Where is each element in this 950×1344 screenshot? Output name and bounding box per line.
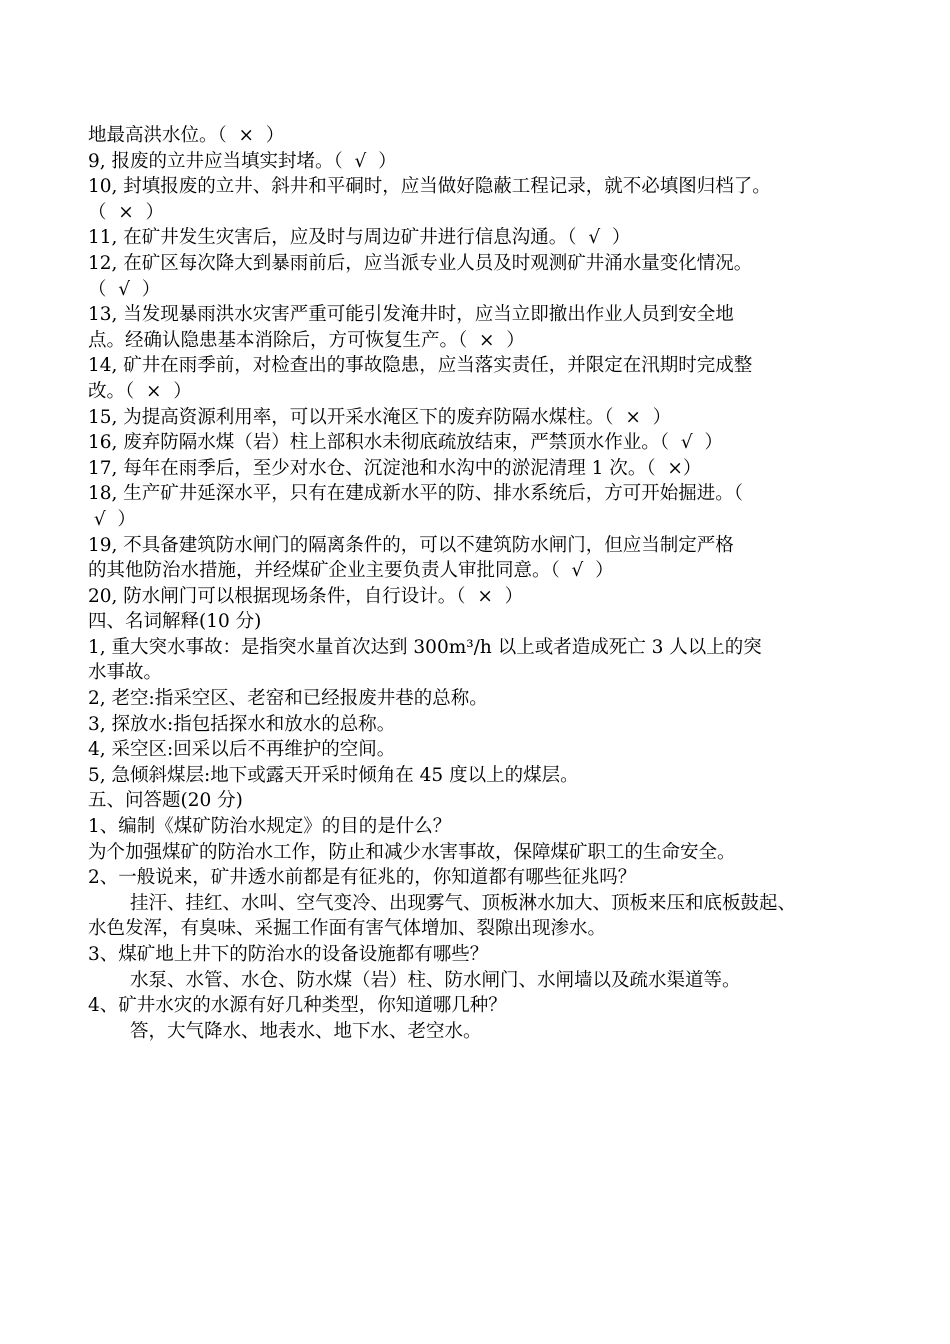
text-line: 12, 在矿区每次降大到暴雨前后，应当派专业人员及时观测矿井涌水量变化情况。 xyxy=(88,252,753,274)
text-line: 11, 在矿井发生灾害后，应及时与周边矿井进行信息沟通。（ √ ） xyxy=(88,227,631,249)
question-line: 1、编制《煤矿防治水规定》的目的是什么？ xyxy=(88,816,452,838)
text-line: 5, 急倾斜煤层:地下或露天开采时倾角在 45 度以上的煤层。 xyxy=(88,764,579,786)
text-line: 点。经确认隐患基本消除后，方可恢复生产。（ × ） xyxy=(88,329,525,351)
section-heading: 五、问答题(20 分) xyxy=(88,790,243,812)
text-line: 16, 废弃防隔水煤（岩）柱上部积水未彻底疏放结束，严禁顶水作业。（ √ ） xyxy=(88,432,723,454)
text-line: 13, 当发现暴雨洪水灾害严重可能引发淹井时，应当立即撤出作业人员到安全地 xyxy=(88,304,734,326)
answer-line: 挂汗、挂红、水叫、空气变冷、出现雾气、顶板淋水加大、顶板来压和底板鼓起、 xyxy=(130,892,797,914)
question-line: 4、矿井水灾的水源有好几种类型，你知道哪几种？ xyxy=(88,995,507,1017)
text-line: 2, 老空:指采空区、老窑和已经报废井巷的总称。 xyxy=(88,688,488,710)
text-line: 1, 重大突水事故：是指突水量首次达到 300m³/h 以上或者造成死亡 3 人以上的突 xyxy=(88,636,762,658)
text-line: 17, 每年在雨季后，至少对水仓、沉淀池和水沟中的淤泥清理 1 次。（ ×） xyxy=(88,457,702,479)
answer-line: 答，大气降水、地表水、地下水、老空水。 xyxy=(130,1020,482,1042)
text-line: （ √ ） xyxy=(88,278,161,300)
text-line: 14, 矿井在雨季前，对检查出的事故隐患，应当落实责任，并限定在汛期时完成整 xyxy=(88,355,753,377)
answer-line: 为个加强煤矿的防治水工作，防止和减少水害事故，保障煤矿职工的生命安全。 xyxy=(88,841,736,863)
text-line: （ × ） xyxy=(88,201,165,223)
answer-line: 水色发浑，有臭味、采掘工作面有害气体增加、裂隙出现渗水。 xyxy=(88,918,607,940)
question-line: 3、煤矿地上井下的防治水的设备设施都有哪些？ xyxy=(88,944,489,965)
document-page xyxy=(88,123,878,1044)
text-line: 水事故。 xyxy=(88,662,163,684)
text-line: 19, 不具备建筑防水闸门的隔离条件的，可以不建筑防水闸门，但应当制定严格 xyxy=(88,534,734,556)
text-line: 3, 探放水:指包括探水和放水的总称。 xyxy=(88,713,396,735)
text-line: 的其他防治水措施，并经煤矿企业主要负责人审批同意。（ √ ） xyxy=(88,560,614,582)
text-line: √ ） xyxy=(88,508,136,530)
question-line: 2、一般说来，矿井透水前都是有征兆的，你知道都有哪些征兆吗？ xyxy=(88,867,637,889)
text-line: 地最高洪水位。（ × ） xyxy=(88,125,285,146)
text-line: 10, 封填报废的立井、斜井和平硐时，应当做好隐蔽工程记录，就不必填图归档了。 xyxy=(88,176,771,198)
answer-line: 水泵、水管、水仓、防水煤（岩）柱、防水闸门、水闸墙以及疏水渠道等。 xyxy=(130,969,741,991)
text-line: 20, 防水闸门可以根据现场条件，自行设计。（ × ） xyxy=(88,585,524,607)
section-heading: 四、名词解释(10 分) xyxy=(88,611,262,633)
text-line: 18, 生产矿井延深水平，只有在建成新水平的防、排水系统后，方可开始掘进。（ xyxy=(88,483,744,505)
text-line: 4, 采空区:回采以后不再维护的空间。 xyxy=(88,739,396,761)
text-line: 15, 为提高资源利用率，可以开采水淹区下的废弃防隔水煤柱。（ × ） xyxy=(88,406,672,428)
text-line: 9, 报废的立井应当填实封堵。（ √ ） xyxy=(88,150,397,172)
text-line: 改。（ × ） xyxy=(88,380,192,402)
